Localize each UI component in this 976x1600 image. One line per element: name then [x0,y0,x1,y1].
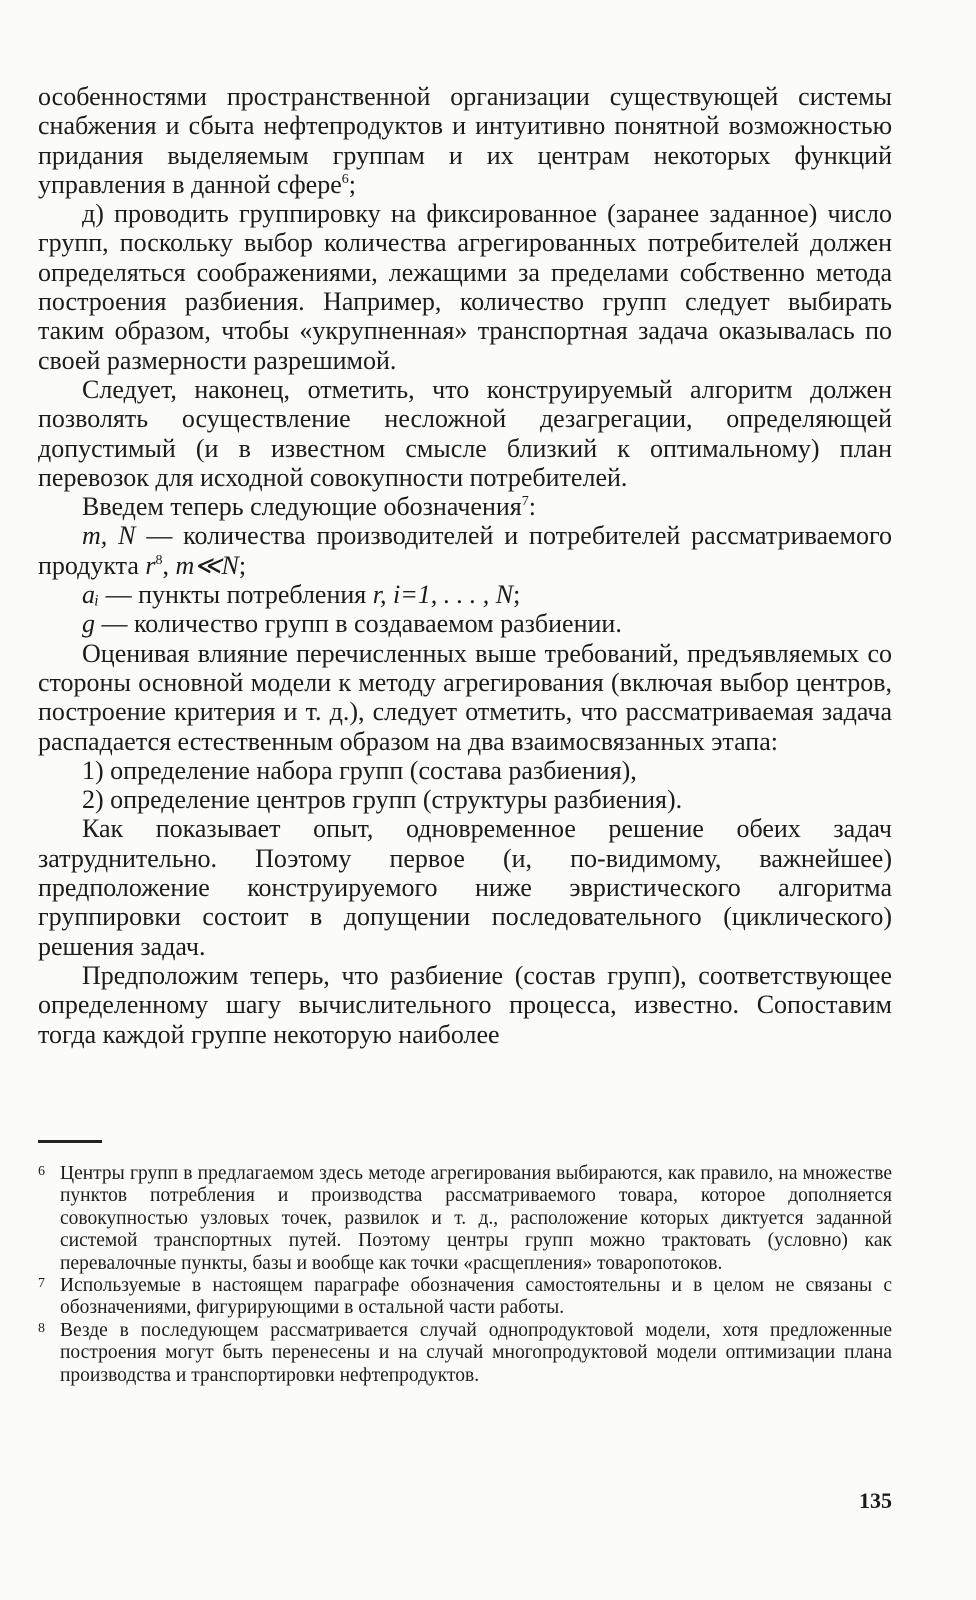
definition-a-i: aᵢ — пункты потребления r, i=1, . . . , N; [82,580,521,610]
paragraph-two-stages: Оценивая влияние перечисленных выше требований, предъявляемых со стороны основной модели к методу агрегирования (включая выбор центров, построение критерия и т. д.), следует отметить, что рассматриваемая задача распадается естественным образом на два взаимосвязанных этапа: [38,638,892,756]
paragraph-continuation: особенностями пространственной организации существующей системы снабжения и сбыта нефтепродуктов и интуитивно понятной возможностью придания выделяемым группам и их центрам некоторых функций управления в данной сфере$^6$; [38,82,892,199]
paragraph-item-d: д) проводить группировку на фиксированное (заранее заданное) число групп, поскольку выбор количества агрегированных потребителей должен определяться соображениями, лежащими за пределами собственно метода построения разбиения. Например, количество групп следует выбирать таким образом, чтобы «укрупненная» транспортная задача оказывалась по своей размерности разрешимой. [38,199,892,375]
paragraph-dezaggregation: Следует, наконец, отметить, что конструируемый алгоритм должен позволять осуществление несложной дезагрегации, определяющей допустимый (и в известном смысле близкий к оптимальному) план перевозок для исходной совокупности потребителей. [38,374,892,492]
footnote-number: 7 [38,1276,45,1292]
definition-m-n: m, N — количества производителей и потребителей рассматриваемого продукта $r^8$, m≪N; [38,521,892,580]
page-number: 135 [859,1488,892,1513]
footnote-number: 6 [38,1164,45,1179]
footnote-ref-6: 6 [341,171,349,187]
definition-g: g — количество групп в создаваемом разбиении. [82,609,622,639]
main-text [38,82,892,1049]
paragraph-notation-intro: Введем теперь следующие обозначения$^7$: [82,492,536,522]
list-item-2: 2) определение центров групп (структуры разбиения). [82,785,683,815]
list-item-1: 1) определение набора групп (состава разбиения), [82,755,637,785]
paragraph-experience: Как показывает опыт, одновременное решение обеих задач затруднительно. Поэтому первое (и, по-видимому, важнейшее) предположение конструируемого ниже эвристического алгоритма группировки состоит в допущении последовательного (циклического) решения задач. [38,814,892,961]
footnote-8: 8 Везде в последующем рассматривается случай однопродуктовой модели, хотя предложенные построения могут быть перенесены и на случай многопродуктовой модели оптимизации плана производства и транспортировки нефтепродуктов. [38,1319,892,1386]
footnote-6: 6 Центры групп в предлагаемом здесь методе агрегирования выбираются, как правило, на множестве пунктов потребления и производства рассматриваемого товара, которое дополняется совокупностью узловых точек, развилок и т. д., расположение которых диктуется заданной системой транспортных путей. Поэтому центры групп можно трактовать (условно) как перевалочные пункты, базы и вообще как точки «расщепления» товаропотоков. [38,1163,892,1274]
footnote-number: 8 [38,1320,45,1336]
footnote-ref-7: 7 [521,494,529,510]
footnote-separator [38,1140,102,1143]
footnotes [38,1163,892,1387]
footnote-ref-8: 8 [155,552,163,568]
footnote-7: 7 Используемые в настоящем параграфе обозначения самостоятельны и в целом не связаны с обозначениями, фигурирующими в остальной части работы. [38,1275,892,1319]
paragraph-assumption: Предположим теперь, что разбиение (состав групп), соответствующее определенному шагу вычислительного процесса, известно. Сопоставим тогда каждой группе некоторую наиболее [38,960,892,1049]
